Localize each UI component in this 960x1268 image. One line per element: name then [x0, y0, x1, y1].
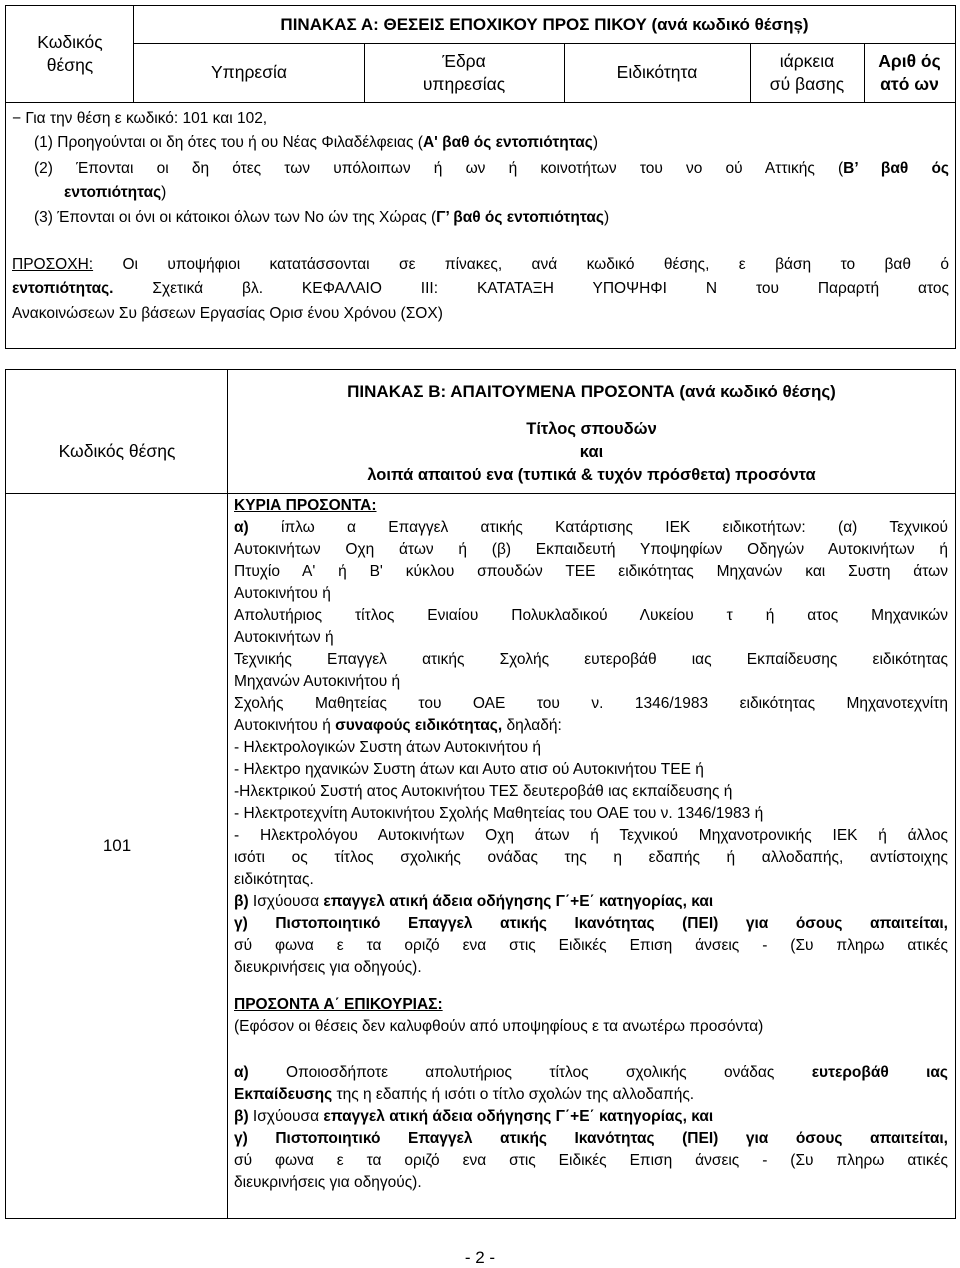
main-qual-line: - Ηλεκτροτεχνίτη Αυτοκινήτου Σχολής Μαθητείας του ΟΑΕ του ν. 1346/1983 ή [234, 805, 764, 822]
warning-text2: Σχετικά βλ. ΚΕΦΑΛΑΙΟ ΙΙΙ: ΚΑΤΑΤΑΞΗ ΥΠΟΨΗΦΙ Ν του Παραρτή ατος [113, 280, 949, 297]
warning-bold: εντοπιότητας. [12, 280, 114, 297]
alt-qual-label: ΠΡΟΣΟΝΤΑ Α΄ ΕΠΙΚΟΥΡΙΑΣ: [234, 996, 443, 1013]
alt-qual-b-marker: β) [234, 1108, 249, 1125]
alt-qual-line: (Εφόσον οι θέσεις δεν καλυφθούν από υποψηφίους ε τα ανωτέρω προσόντα) [234, 1018, 764, 1035]
note-1-text: (1) Προηγούνται οι δη ότες του ή ου Νέας Φιλαδέλφειας ( [34, 134, 423, 151]
alt-qual-a-marker: α) [234, 1064, 249, 1081]
note-intro: − Για την θέση ε κωδικό: 101 και 102, [12, 110, 268, 127]
alt-qual-line: γ) Πιστοποιητικό Επαγγελ ατικής Ικανότητας (ΠΕΙ) για όσους απαιτείται, [234, 1130, 948, 1147]
note-3-text: (3) Έπονται οι όνι οι κάτοικοι όλων των Νο ών της Χώρας ( [34, 209, 437, 226]
main-qual-b-bold: επαγγελ ατική άδεια οδήγησης Γ΄+Ε΄ κατηγορίας, και [323, 893, 714, 910]
header-service-label: Υπηρεσία [210, 62, 288, 82]
table-a-title: ΠΙΝΑΚΑΣ Α: ΘΕΣΕΙΣ ΕΠΟΧΙΚΟΥ ΠΡΟΣ ΠΙΚΟΥ (ανά κωδικό θέσηș) [134, 6, 955, 44]
main-qual-line: ειδικότητας. [234, 871, 314, 888]
qual-header-line3: λοιπά απαιτού ενα (τυπικά & τυχόν πρόσθετα) προσόντα [367, 466, 816, 484]
table-a [5, 5, 956, 349]
note-2-text: (2) Έπονται οι δη ότες των υπόλοιπων ή ων ή κοινοτήτων του νο ού Αττικής ( [34, 160, 844, 177]
main-qual-a-text: ίπλω α Επαγγελ ατικής Κατάρτισης ΙΕΚ ειδικοτήτων: (α) Τεχνικού [248, 519, 948, 536]
note-1-end: ) [592, 134, 598, 151]
header-duration-line2: σύ βασης [769, 73, 845, 94]
note-1 [34, 134, 598, 152]
main-qual-line: Αυτοκινήτου ή [234, 585, 331, 602]
main-qual-line: β) Ισχύουσα επαγγελ ατική άδεια οδήγησης Γ΄+Ε΄ κατηγορίας, και [234, 893, 714, 910]
main-qual-line: -Ηλεκτρικού Συστή ατος Αυτοκινήτου ΤΕΣ δευτεροβάθ ιας εκπαίδευσης ή [234, 783, 733, 800]
header-code-line1: Κωδικός [37, 32, 103, 52]
main-qual-line: Απολυτήριος τίτλος Ενιαίου Πολυκλαδικού Λυκείου τ ή ατος Μηχανικών [234, 607, 948, 624]
header-duration [750, 43, 864, 103]
main-qual-b-text: Ισχύουσα [248, 893, 324, 910]
warning-line2 [12, 280, 949, 298]
main-qual-line: Αυτοκινήτων Οχη άτων ή (β) Εκπαιδευτή Υποψηφίων Οδηγών Αυτοκινήτων ή [234, 541, 948, 558]
table-b [5, 369, 956, 1219]
main-qual-line: Πτυχίο Α' ή Β' κύκλου σπουδών ΤΕΕ ειδικότητας Μηχανών και Συστη άτων [234, 563, 948, 580]
alt-qual-b-text: Ισχύουσα [248, 1108, 324, 1125]
alt-qual-b-bold: επαγγελ ατική άδεια οδήγησης Γ΄+Ε΄ κατηγορίας, και [323, 1108, 714, 1125]
alt-qual-line [234, 1064, 948, 1082]
table-b-code-column [6, 370, 228, 1218]
alt-qual-line [234, 1086, 948, 1104]
note-2 [34, 160, 949, 178]
header-specialty-label: Ειδικότητα [616, 62, 698, 82]
main-qual-line: - Ηλεκτρολόγου Αυτοκινήτων Οχη άτων ή Τεχνικού Μηχανοτρονικής ΙΕΚ ή άλλος [234, 827, 948, 844]
main-qual-line: διευκρινήσεις για οδηγούς). [234, 959, 422, 976]
main-qual-line: α) ίπλω α Επαγγελ ατικής Κατάρτισης ΙΕΚ ειδικοτήτων: (α) Τεχνικού [234, 519, 948, 536]
main-qual-text: Αυτοκινήτου ή [234, 717, 336, 734]
note-1-bold: Α' βαθ ός εντοπιότητας [422, 134, 593, 151]
note-2-cont [64, 184, 166, 202]
main-qual-line: γ) Πιστοποιητικό Επαγγελ ατικής Ικανότητας (ΠΕΙ) για όσους απαιτείται, [234, 915, 948, 932]
main-qual-label: ΚΥΡΙΑ ΠΡΟΣΟΝΤΑ: [234, 497, 377, 514]
main-qual-line: - Ηλεκτρολογικών Συστη άτων Αυτοκινήτου ή [234, 739, 542, 756]
warning-line1 [12, 256, 949, 274]
alt-qual-text: της η εδαπής ή ισότι ο τίτλο σχολών της αλλοδαπής. [332, 1086, 695, 1103]
alt-qual-line [234, 1108, 948, 1126]
header-seat-line1: Έδρα [442, 50, 486, 71]
warning-label: ΠΡΟΣΟΧΗ: [12, 256, 94, 273]
alt-qual-a-bold: ευτεροβάθ ιας [811, 1064, 948, 1081]
header-duration-line1: ιάρκεια [779, 50, 835, 71]
alt-qual-a-text: Οποιοσδήποτε απολυτήριος τίτλος σχολικής ονάδας [248, 1064, 812, 1081]
main-qual-line: Μηχανών Αυτοκινήτου ή [234, 673, 401, 690]
qual-header-line1: Τίτλος σπουδών [526, 420, 657, 438]
header-code [6, 6, 134, 103]
table-b-qual-header [228, 418, 955, 487]
header-seat [364, 43, 564, 103]
main-qual-text: δηλαδή: [502, 717, 562, 734]
table-b-code-header: Κωδικός θέσης [58, 441, 176, 461]
alt-qual-bold: Εκπαίδευσης [234, 1086, 333, 1103]
header-service [134, 43, 364, 103]
main-qual-line: Σχολής Μαθητείας του ΟΑΕ του ν. 1346/1983 ειδικότητας Μηχανοτεχνίτη [234, 695, 948, 712]
main-qual-line: σύ φωνα ε τα οριζό ενα στις Ειδικές Επιση άνσεις - (Συ πληρω ατικές [234, 937, 948, 954]
main-qual-line: Τεχνικής Επαγγελ ατικής Σχολής ευτεροβάθ ιας Εκπαίδευσης ειδικότητας [234, 651, 948, 668]
main-qual-bold: συναφούς ειδικότητας, [335, 717, 503, 734]
note-2-bold2: εντοπιότητας [64, 184, 162, 201]
note-3-end: ) [603, 209, 610, 226]
warning-text1: Οι υποψήφιοι κατατάσσονται σε πίνακες, ανά κωδικό θέσης, ε βάση το βαθ ό [93, 256, 949, 273]
header-specialty [564, 43, 750, 103]
position-code: 101 [102, 836, 132, 855]
header-count [864, 43, 955, 103]
alt-qual-line: σύ φωνα ε τα οριζό ενα στις Ειδικές Επιση άνσεις - (Συ πληρω ατικές [234, 1152, 948, 1169]
header-count-line2: ατό ων [880, 73, 939, 94]
header-code-line2: θέσης [46, 55, 94, 75]
header-seat-line2: υπηρεσίας [422, 73, 506, 94]
alt-qual-line: διευκρινήσεις για οδηγούς). [234, 1174, 422, 1191]
note-3 [34, 209, 609, 227]
table-b-title: ΠΙΝΑΚΑΣ Β: ΑΠΑΙΤΟΥΜΕΝΑ ΠΡΟΣΟΝΤΑ (ανά κωδικό θέσης) [347, 382, 836, 401]
main-qual-line: ισότι ος τίτλος σχολικής ονάδας της η εδαπής ή αλλοδαπής, αντίστοιχης [234, 849, 948, 866]
header-count-line1: Αριθ ός [878, 50, 941, 71]
page-number: - 2 - [464, 1248, 496, 1267]
note-2-end: ) [161, 184, 167, 201]
main-qual-line: Αυτοκινήτων ή [234, 629, 334, 646]
main-qual-line: - Ηλεκτρο ηχανικών Συστη άτων και Αυτο ατισ ού Αυτοκινήτου ΤΕΕ ή [234, 761, 704, 778]
note-2-bold: Β’ βαθ ός [843, 160, 949, 177]
warning-line3: Ανακοινώσεων Συ βάσεων Εργασίας Ορισ ένου Χρόνου (ΣΟΧ) [12, 305, 443, 322]
qual-header-line2: και [579, 443, 604, 461]
main-qual-line [234, 717, 948, 735]
note-3-bold: Γ’ βαθ ός εντοπιότητας [436, 209, 604, 226]
